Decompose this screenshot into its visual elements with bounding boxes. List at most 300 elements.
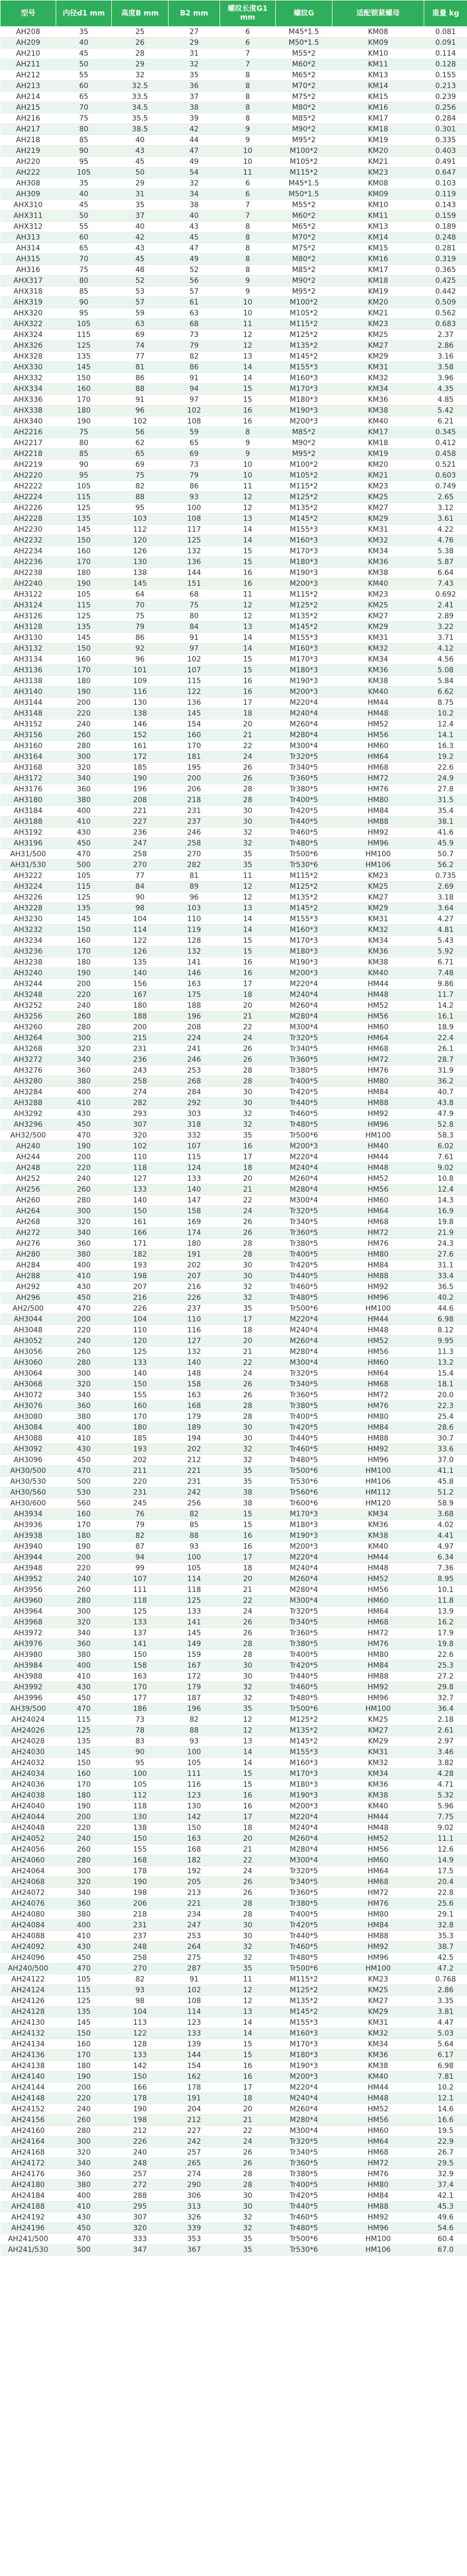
cell-weight: 0.239 — [424, 92, 467, 103]
cell-thread-length: 16 — [220, 1801, 276, 1812]
cell-lock-nut: HM72 — [332, 1628, 424, 1639]
cell-thread-length: 26 — [220, 2158, 276, 2169]
cell-lock-nut: KM40 — [332, 2072, 424, 2082]
cell-thread-length: 6 — [220, 38, 276, 48]
cell-inner-diameter: 200 — [56, 979, 112, 990]
cell-model: AH24128 — [1, 2007, 56, 2018]
cell-weight: 4.27 — [424, 914, 467, 925]
cell-b2: 31 — [169, 48, 220, 59]
cell-height: 258 — [112, 1076, 169, 1087]
cell-model: AH3984 — [1, 1660, 56, 1671]
cell-lock-nut: HM106 — [332, 2245, 424, 2256]
cell-height: 93 — [112, 1985, 169, 1996]
cell-thread-length: 32 — [220, 2223, 276, 2234]
cell-b2: 318 — [169, 1120, 220, 1130]
cell-thread: Tr530*6 — [276, 860, 332, 871]
table-row — [1, 524, 467, 535]
cell-inner-diameter: 200 — [56, 1152, 112, 1163]
cell-thread-length: 28 — [220, 1412, 276, 1422]
cell-weight: 37.4 — [424, 2180, 467, 2191]
cell-height: 114 — [112, 925, 169, 936]
cell-thread-length: 35 — [220, 2234, 276, 2245]
cell-thread: M300*4 — [276, 1195, 332, 1206]
cell-height: 31 — [112, 189, 169, 200]
cell-thread-length: 28 — [220, 1076, 276, 1087]
cell-lock-nut: HM56 — [332, 2115, 424, 2126]
cell-model: AH3084 — [1, 1422, 56, 1433]
cell-height: 104 — [112, 1314, 169, 1325]
table-row — [1, 200, 467, 211]
cell-b2: 116 — [169, 1325, 220, 1336]
cell-lock-nut: KM36 — [332, 665, 424, 676]
cell-model: AH3052 — [1, 1336, 56, 1347]
table-row — [1, 676, 467, 687]
cell-thread: Tr530*6 — [276, 2245, 332, 2256]
cell-lock-nut: KM38 — [332, 568, 424, 579]
cell-b2: 168 — [169, 1401, 220, 1412]
cell-weight: 13.9 — [424, 1606, 467, 1617]
cell-model: AH3160 — [1, 741, 56, 752]
cell-b2: 242 — [169, 1487, 220, 1498]
cell-lock-nut: HM56 — [332, 1844, 424, 1855]
cell-lock-nut: HM80 — [332, 1076, 424, 1087]
cell-thread-length: 8 — [220, 427, 276, 438]
cell-thread: Tr480*5 — [276, 1293, 332, 1303]
table-row — [1, 860, 467, 871]
cell-b2: 97 — [169, 395, 220, 405]
cell-model: AH24030 — [1, 1747, 56, 1758]
cell-thread: Tr340*5 — [276, 762, 332, 773]
table-row — [1, 838, 467, 849]
cell-thread: M240*4 — [276, 2093, 332, 2104]
cell-b2: 146 — [169, 968, 220, 979]
cell-weight: 22.8 — [424, 1888, 467, 1899]
cell-weight: 18.1 — [424, 1379, 467, 1390]
cell-height: 32.5 — [112, 81, 169, 92]
cell-thread: M155*3 — [276, 1747, 332, 1758]
cell-model: AH3232 — [1, 925, 56, 936]
cell-height: 190 — [112, 1877, 169, 1888]
cell-thread-length: 20 — [220, 1336, 276, 1347]
cell-b2: 116 — [169, 1780, 220, 1790]
cell-height: 32 — [112, 70, 169, 81]
table-row — [1, 871, 467, 882]
cell-height: 45 — [112, 157, 169, 167]
cell-thread: M145*2 — [276, 2007, 332, 2018]
cell-b2: 132 — [169, 1347, 220, 1358]
cell-weight: 4.22 — [424, 524, 467, 535]
table-row — [1, 167, 467, 178]
cell-thread: M115*2 — [276, 167, 332, 178]
cell-b2: 170 — [169, 741, 220, 752]
cell-height: 25 — [112, 27, 169, 38]
cell-lock-nut: HM84 — [332, 2191, 424, 2201]
cell-weight: 11.3 — [424, 1347, 467, 1358]
cell-lock-nut: KM40 — [332, 416, 424, 427]
cell-lock-nut: KM40 — [332, 968, 424, 979]
cell-weight: 58.9 — [424, 1498, 467, 1509]
cell-lock-nut: HM68 — [332, 2147, 424, 2158]
cell-inner-diameter: 200 — [56, 2082, 112, 2093]
table-row — [1, 81, 467, 92]
cell-thread-length: 28 — [220, 1909, 276, 1920]
cell-inner-diameter: 360 — [56, 1239, 112, 1249]
cell-height: 92 — [112, 643, 169, 654]
cell-model: AH24192 — [1, 2212, 56, 2223]
cell-height: 270 — [112, 1963, 169, 1974]
col-header-inner-diameter: 内径d1 mm — [56, 1, 112, 27]
col-header-weight: 重量 kg — [424, 1, 467, 27]
cell-weight: 51.2 — [424, 1487, 467, 1498]
cell-weight: 0.345 — [424, 427, 467, 438]
cell-inner-diameter: 410 — [56, 1433, 112, 1444]
cell-lock-nut: HM84 — [332, 1920, 424, 1931]
cell-b2: 163 — [169, 979, 220, 990]
cell-thread: Tr500*6 — [276, 1466, 332, 1477]
cell-model: AH3048 — [1, 1325, 56, 1336]
cell-lock-nut: HM80 — [332, 1650, 424, 1660]
cell-model: AH24134 — [1, 2039, 56, 2050]
table-row — [1, 1228, 467, 1239]
cell-thread-length: 8 — [220, 243, 276, 254]
table-row — [1, 113, 467, 124]
cell-height: 118 — [112, 1801, 169, 1812]
cell-height: 77 — [112, 351, 169, 362]
cell-thread: M180*3 — [276, 946, 332, 957]
cell-thread-length: 11 — [220, 167, 276, 178]
table-row — [1, 1282, 467, 1293]
cell-lock-nut: KM27 — [332, 341, 424, 351]
cell-thread: M105*2 — [276, 308, 332, 319]
cell-lock-nut: HM100 — [332, 1466, 424, 1477]
cell-thread-length: 6 — [220, 178, 276, 189]
cell-thread: M200*3 — [276, 579, 332, 589]
cell-weight: 8.95 — [424, 1574, 467, 1585]
cell-weight: 12.4 — [424, 719, 467, 730]
cell-lock-nut: KM38 — [332, 1531, 424, 1541]
cell-height: 160 — [112, 1401, 169, 1412]
cell-height: 141 — [112, 1639, 169, 1650]
cell-inner-diameter: 400 — [56, 1660, 112, 1671]
cell-height: 37 — [112, 211, 169, 222]
cell-thread: Tr460*5 — [276, 1444, 332, 1455]
cell-height: 212 — [112, 2126, 169, 2137]
cell-weight: 0.119 — [424, 189, 467, 200]
table-row — [1, 752, 467, 762]
cell-thread: M200*3 — [276, 1801, 332, 1812]
table-row — [1, 1780, 467, 1790]
cell-inner-diameter: 410 — [56, 1271, 112, 1282]
cell-weight: 0.114 — [424, 48, 467, 59]
cell-thread-length: 14 — [220, 2018, 276, 2028]
table-row — [1, 1055, 467, 1065]
cell-thread-length: 14 — [220, 1747, 276, 1758]
cell-b2: 187 — [169, 1693, 220, 1704]
cell-model: AH3996 — [1, 1693, 56, 1704]
cell-inner-diameter: 135 — [56, 903, 112, 914]
cell-weight: 42.1 — [424, 2191, 467, 2201]
cell-lock-nut: HM48 — [332, 708, 424, 719]
cell-b2: 89 — [169, 882, 220, 892]
cell-b2: 81 — [169, 871, 220, 882]
cell-model: AHX324 — [1, 330, 56, 341]
cell-inner-diameter: 190 — [56, 1801, 112, 1812]
cell-weight: 56.2 — [424, 860, 467, 871]
cell-thread: M80*2 — [276, 103, 332, 113]
cell-inner-diameter: 170 — [56, 2050, 112, 2061]
cell-height: 178 — [112, 2093, 169, 2104]
cell-thread-length: 32 — [220, 1444, 276, 1455]
cell-b2: 194 — [169, 1433, 220, 1444]
cell-b2: 88 — [169, 1531, 220, 1541]
cell-b2: 303 — [169, 1109, 220, 1120]
cell-thread: Tr420*5 — [276, 1087, 332, 1098]
cell-thread: M145*2 — [276, 514, 332, 524]
cell-b2: 339 — [169, 2223, 220, 2234]
cell-b2: 105 — [169, 1758, 220, 1769]
cell-model: AHX310 — [1, 200, 56, 211]
cell-thread-length: 35 — [220, 1466, 276, 1477]
cell-weight: 2.89 — [424, 611, 467, 622]
cell-thread: Tr400*5 — [276, 1076, 332, 1087]
cell-model: AH2216 — [1, 427, 56, 438]
cell-lock-nut: HM44 — [332, 1314, 424, 1325]
cell-lock-nut: HM48 — [332, 990, 424, 1001]
cell-thread-length: 15 — [220, 936, 276, 946]
cell-weight: 4.97 — [424, 1541, 467, 1552]
cell-inner-diameter: 240 — [56, 1174, 112, 1184]
cell-height: 347 — [112, 2245, 169, 2256]
cell-thread-length: 38 — [220, 1487, 276, 1498]
cell-thread-length: 18 — [220, 2093, 276, 2104]
cell-thread-length: 21 — [220, 1347, 276, 1358]
cell-thread-length: 30 — [220, 1422, 276, 1433]
cell-thread: Tr420*5 — [276, 806, 332, 817]
cell-b2: 39 — [169, 113, 220, 124]
cell-lock-nut: HM68 — [332, 1617, 424, 1628]
table-row — [1, 427, 467, 438]
cell-thread-length: 12 — [220, 1715, 276, 1725]
cell-lock-nut: HM88 — [332, 1671, 424, 1682]
cell-lock-nut: KM34 — [332, 654, 424, 665]
cell-lock-nut: KM38 — [332, 676, 424, 687]
cell-model: AH3138 — [1, 676, 56, 687]
cell-model: AH272 — [1, 1228, 56, 1239]
cell-model: AH3264 — [1, 1033, 56, 1044]
cell-weight: 5.42 — [424, 405, 467, 416]
table-row — [1, 232, 467, 243]
cell-lock-nut: HM44 — [332, 1552, 424, 1563]
cell-lock-nut: HM100 — [332, 1130, 424, 1141]
cell-model: AH3056 — [1, 1347, 56, 1358]
cell-thread-length: 26 — [220, 762, 276, 773]
cell-lock-nut: HM84 — [332, 1260, 424, 1271]
cell-b2: 216 — [169, 1282, 220, 1293]
cell-b2: 61 — [169, 297, 220, 308]
cell-thread: M85*2 — [276, 265, 332, 276]
cell-model: AH24096 — [1, 1953, 56, 1963]
cell-thread: Tr460*5 — [276, 1282, 332, 1293]
cell-model: AH3956 — [1, 1585, 56, 1596]
cell-lock-nut: HM48 — [332, 1563, 424, 1574]
cell-thread: M160*3 — [276, 2028, 332, 2039]
cell-model: AH24024 — [1, 1715, 56, 1725]
cell-height: 86 — [112, 373, 169, 384]
table-row — [1, 481, 467, 492]
cell-lock-nut: HM80 — [332, 795, 424, 806]
table-row — [1, 643, 467, 654]
cell-height: 88 — [112, 492, 169, 503]
cell-inner-diameter: 340 — [56, 1228, 112, 1239]
cell-model: AH3076 — [1, 1401, 56, 1412]
cell-inner-diameter: 170 — [56, 557, 112, 568]
cell-thread: M240*4 — [276, 708, 332, 719]
cell-inner-diameter: 200 — [56, 1314, 112, 1325]
table-row — [1, 795, 467, 806]
table-row — [1, 546, 467, 557]
cell-lock-nut: HM76 — [332, 1401, 424, 1412]
table-row — [1, 1541, 467, 1552]
cell-weight: 19.8 — [424, 1217, 467, 1228]
cell-b2: 237 — [169, 817, 220, 827]
cell-inner-diameter: 530 — [56, 1487, 112, 1498]
cell-thread: Tr340*5 — [276, 1217, 332, 1228]
cell-height: 140 — [112, 968, 169, 979]
cell-b2: 221 — [169, 1899, 220, 1909]
cell-weight: 5.87 — [424, 557, 467, 568]
cell-b2: 326 — [169, 2212, 220, 2223]
cell-weight: 0.248 — [424, 232, 467, 243]
cell-inner-diameter: 170 — [56, 665, 112, 676]
cell-model: AH241/500 — [1, 2234, 56, 2245]
cell-thread-length: 30 — [220, 1087, 276, 1098]
cell-weight: 14.9 — [424, 1855, 467, 1866]
cell-height: 220 — [112, 1477, 169, 1487]
table-row — [1, 2147, 467, 2158]
cell-height: 111 — [112, 1585, 169, 1596]
table-row — [1, 2137, 467, 2147]
cell-model: AH39/500 — [1, 1704, 56, 1715]
cell-model: AH3940 — [1, 1541, 56, 1552]
cell-lock-nut: HM52 — [332, 2104, 424, 2115]
cell-weight: 0.213 — [424, 81, 467, 92]
cell-inner-diameter: 85 — [56, 286, 112, 297]
cell-lock-nut: HM92 — [332, 1444, 424, 1455]
cell-model: AH3964 — [1, 1606, 56, 1617]
cell-b2: 140 — [169, 1358, 220, 1368]
cell-inner-diameter: 340 — [56, 2158, 112, 2169]
cell-inner-diameter: 115 — [56, 330, 112, 341]
cell-inner-diameter: 360 — [56, 1065, 112, 1076]
table-row — [1, 1736, 467, 1747]
cell-b2: 154 — [169, 2061, 220, 2072]
cell-thread: M180*3 — [276, 665, 332, 676]
cell-weight: 0.128 — [424, 59, 467, 70]
cell-weight: 3.18 — [424, 892, 467, 903]
col-header-lock-nut: 适配锁紧螺母 — [332, 1, 424, 27]
cell-height: 98 — [112, 903, 169, 914]
cell-height: 248 — [112, 2158, 169, 2169]
cell-height: 182 — [112, 1249, 169, 1260]
cell-height: 83 — [112, 1736, 169, 1747]
cell-model: AH3188 — [1, 817, 56, 827]
cell-model: AH222 — [1, 167, 56, 178]
cell-inner-diameter: 180 — [56, 2061, 112, 2072]
header-row — [1, 1, 467, 27]
table-header — [1, 1, 467, 27]
cell-inner-diameter: 190 — [56, 1541, 112, 1552]
cell-model: AH3276 — [1, 1065, 56, 1076]
cell-height: 109 — [112, 676, 169, 687]
cell-b2: 246 — [169, 827, 220, 838]
cell-model: AH2218 — [1, 449, 56, 460]
cell-thread: Tr420*5 — [276, 1920, 332, 1931]
table-row — [1, 1812, 467, 1823]
cell-inner-diameter: 320 — [56, 1617, 112, 1628]
cell-thread-length: 8 — [220, 103, 276, 113]
cell-height: 206 — [112, 1899, 169, 1909]
cell-thread: Tr480*5 — [276, 2223, 332, 2234]
cell-b2: 29 — [169, 38, 220, 48]
cell-weight: 27.6 — [424, 1249, 467, 1260]
cell-inner-diameter: 60 — [56, 232, 112, 243]
cell-lock-nut: KM34 — [332, 1769, 424, 1780]
cell-model: AHX330 — [1, 362, 56, 373]
cell-lock-nut: KM23 — [332, 871, 424, 882]
cell-lock-nut: KM36 — [332, 395, 424, 405]
cell-thread-length: 16 — [220, 1790, 276, 1801]
cell-thread: Tr460*5 — [276, 2212, 332, 2223]
cell-inner-diameter: 260 — [56, 1844, 112, 1855]
cell-inner-diameter: 360 — [56, 1639, 112, 1650]
cell-weight: 5.38 — [424, 546, 467, 557]
cell-inner-diameter: 430 — [56, 1444, 112, 1455]
cell-thread-length: 35 — [220, 849, 276, 860]
cell-b2: 290 — [169, 2180, 220, 2191]
cell-thread: Tr380*5 — [276, 2169, 332, 2180]
cell-thread-length: 32 — [220, 827, 276, 838]
table-row — [1, 276, 467, 286]
cell-thread: Tr340*5 — [276, 1617, 332, 1628]
table-row — [1, 1725, 467, 1736]
cell-thread: Tr560*6 — [276, 1487, 332, 1498]
cell-b2: 108 — [169, 514, 220, 524]
cell-height: 70 — [112, 600, 169, 611]
cell-model: AHX338 — [1, 405, 56, 416]
cell-weight: 19.5 — [424, 2126, 467, 2137]
table-row — [1, 514, 467, 524]
table-row — [1, 557, 467, 568]
cell-height: 307 — [112, 2212, 169, 2223]
cell-lock-nut: KM31 — [332, 362, 424, 373]
cell-weight: 47.9 — [424, 1109, 467, 1120]
cell-height: 50 — [112, 167, 169, 178]
table-row — [1, 1390, 467, 1401]
table-row — [1, 1996, 467, 2007]
table-row — [1, 654, 467, 665]
cell-b2: 36 — [169, 81, 220, 92]
cell-inner-diameter: 35 — [56, 27, 112, 38]
cell-weight: 5.64 — [424, 2039, 467, 2050]
cell-height: 104 — [112, 2007, 169, 2018]
cell-weight: 2.61 — [424, 1725, 467, 1736]
cell-thread-length: 32 — [220, 1693, 276, 1704]
cell-b2: 191 — [169, 1249, 220, 1260]
cell-weight: 2.37 — [424, 330, 467, 341]
cell-thread: M125*2 — [276, 1985, 332, 1996]
cell-height: 45 — [112, 254, 169, 265]
cell-thread: M125*2 — [276, 330, 332, 341]
